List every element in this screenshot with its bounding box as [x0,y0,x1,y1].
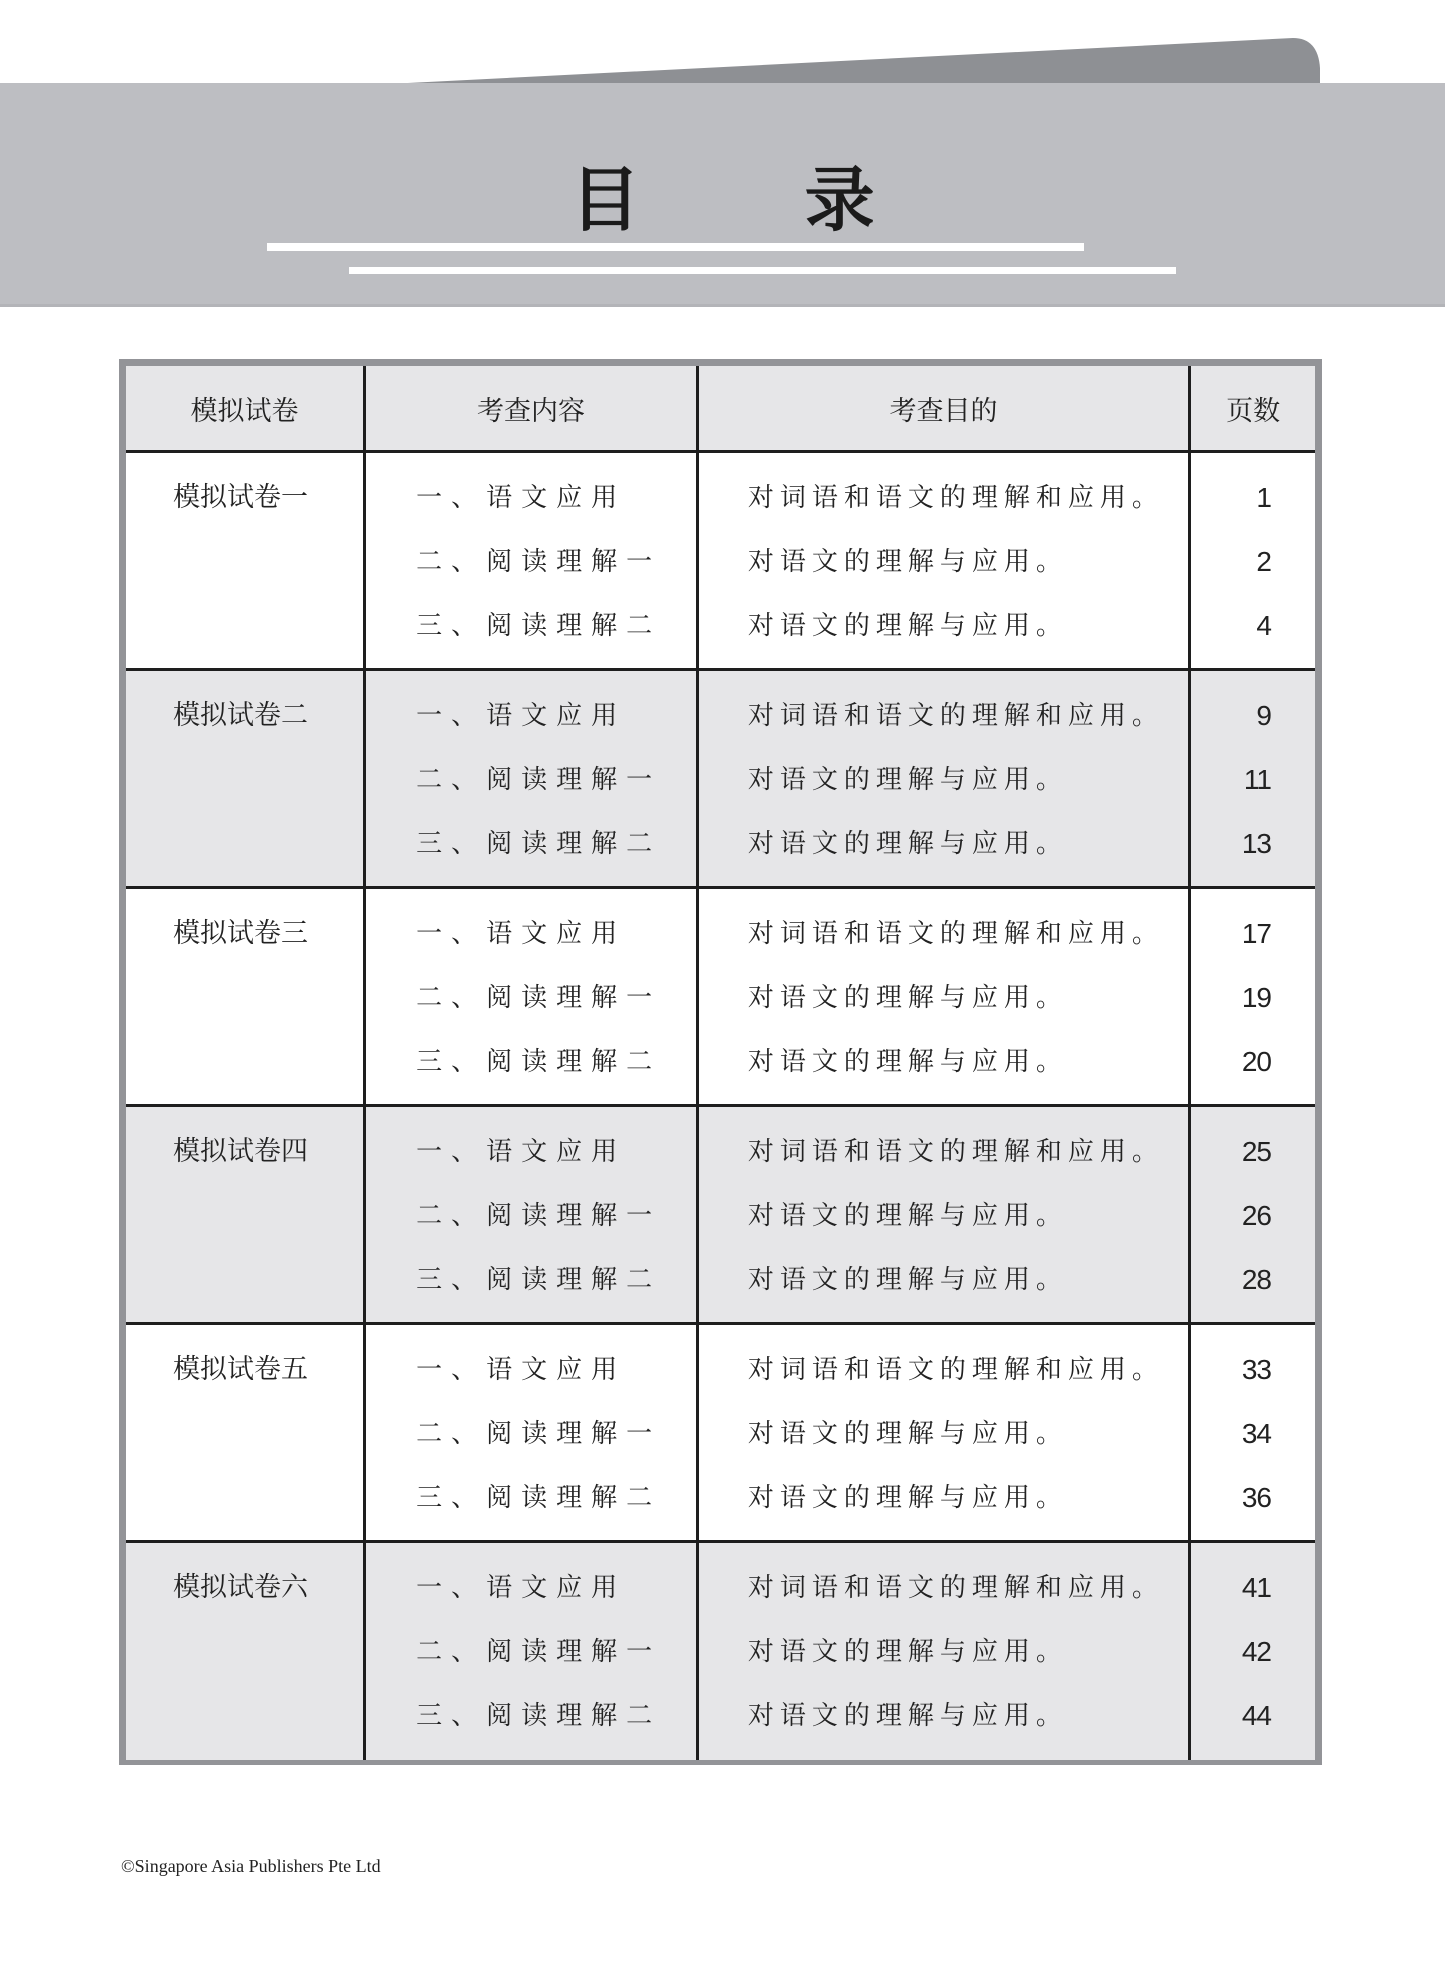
content-item: 一、语文应用 [416,701,627,731]
copyright-footer: ©Singapore Asia Publishers Pte Ltd [121,1856,381,1876]
page-number[interactable]: 1 [1256,482,1271,513]
table-row [126,1324,1315,1542]
page-number[interactable]: 42 [1241,1636,1271,1667]
goal-item: 对语文的理解与应用。 [747,1047,1068,1077]
content-item: 三、阅读理解二 [416,611,662,641]
column-header-goal: 考查目的 [697,366,1189,452]
content-cell [365,1542,698,1760]
content-item: 二、阅读理解一 [416,1637,662,1667]
page-number[interactable]: 9 [1256,700,1271,731]
page-number[interactable]: 41 [1241,1572,1271,1603]
goal-item: 对词语和语文的理解和应用。 [747,1573,1164,1603]
content-item: 二、阅读理解一 [416,1201,662,1231]
page-number[interactable]: 17 [1241,918,1271,949]
column-header-paper: 模拟试卷 [126,366,365,452]
page-cell [1190,1324,1315,1542]
toc-table-frame [119,359,1322,1765]
header-tab-shape [388,38,1320,84]
page-number[interactable]: 20 [1241,1046,1271,1077]
paper-cell [126,1542,365,1760]
content-item: 一、语文应用 [416,1137,627,1167]
goal-item: 对词语和语文的理解和应用。 [747,701,1164,731]
page-cell [1190,452,1315,670]
page-number[interactable]: 44 [1241,1700,1271,1731]
page-number[interactable]: 4 [1256,610,1271,641]
title-underline-bottom [349,267,1176,274]
table-row [126,670,1315,888]
content-item: 三、阅读理解二 [416,1047,662,1077]
page-number[interactable]: 36 [1241,1482,1271,1513]
page-cell [1190,888,1315,1106]
goal-item: 对词语和语文的理解和应用。 [747,483,1164,513]
page-number[interactable]: 34 [1241,1418,1271,1449]
goal-item: 对语文的理解与应用。 [747,1419,1068,1449]
table-row [126,1106,1315,1324]
goal-item: 对语文的理解与应用。 [747,829,1068,859]
goal-item: 对语文的理解与应用。 [747,1265,1068,1295]
goal-item: 对语文的理解与应用。 [747,1201,1068,1231]
goal-item: 对语文的理解与应用。 [747,1701,1068,1731]
content-item: 一、语文应用 [416,483,627,513]
page-cell [1190,1542,1315,1760]
paper-name: 模拟试卷一 [173,482,308,513]
paper-name: 模拟试卷三 [173,918,308,949]
content-item: 三、阅读理解二 [416,829,662,859]
goal-cell [697,1542,1189,1760]
goal-cell [697,1324,1189,1542]
paper-cell [126,670,365,888]
page-number[interactable]: 2 [1256,546,1271,577]
table-row [126,452,1315,670]
content-item: 二、阅读理解一 [416,765,662,795]
goal-item: 对词语和语文的理解和应用。 [747,919,1164,949]
table-header-row [126,366,1315,452]
paper-cell [126,1324,365,1542]
goal-item: 对语文的理解与应用。 [747,983,1068,1013]
content-item: 三、阅读理解二 [416,1265,662,1295]
content-cell [365,670,698,888]
content-item: 一、语文应用 [416,1573,627,1603]
content-cell [365,1106,698,1324]
paper-name: 模拟试卷六 [173,1572,308,1603]
content-item: 一、语文应用 [416,919,627,949]
page-number[interactable]: 11 [1243,764,1271,795]
goal-item: 对语文的理解与应用。 [747,765,1068,795]
title-underline-top [267,243,1084,251]
content-cell [365,1324,698,1542]
column-header-page: 页数 [1190,366,1315,452]
page-number[interactable]: 26 [1241,1200,1271,1231]
content-cell [365,888,698,1106]
content-item: 二、阅读理解一 [416,1419,662,1449]
goal-cell [697,888,1189,1106]
goal-item: 对语文的理解与应用。 [747,1483,1068,1513]
page-number[interactable]: 28 [1241,1264,1271,1295]
paper-name: 模拟试卷五 [173,1354,308,1385]
goal-item: 对语文的理解与应用。 [747,611,1068,641]
page-number[interactable]: 13 [1241,828,1271,859]
column-header-content: 考查内容 [365,366,698,452]
table-row [126,888,1315,1106]
page-cell [1190,670,1315,888]
goal-item: 对语文的理解与应用。 [747,1637,1068,1667]
paper-name: 模拟试卷四 [173,1136,308,1167]
content-cell [365,452,698,670]
page-number[interactable]: 25 [1241,1136,1271,1167]
paper-cell [126,452,365,670]
content-item: 一、语文应用 [416,1355,627,1385]
content-item: 二、阅读理解一 [416,547,662,577]
content-item: 三、阅读理解二 [416,1483,662,1513]
paper-cell [126,888,365,1106]
content-item: 二、阅读理解一 [416,983,662,1013]
table-row [126,1542,1315,1760]
page-cell [1190,1106,1315,1324]
goal-cell [697,670,1189,888]
content-item: 三、阅读理解二 [416,1701,662,1731]
goal-item: 对语文的理解与应用。 [747,547,1068,577]
goal-item: 对词语和语文的理解和应用。 [747,1137,1164,1167]
toc-table [126,366,1315,1760]
goal-cell [697,452,1189,670]
goal-item: 对词语和语文的理解和应用。 [747,1355,1164,1385]
page-number[interactable]: 33 [1241,1354,1271,1385]
paper-name: 模拟试卷二 [173,700,308,731]
goal-cell [697,1106,1189,1324]
page-title: 目 录 [570,159,945,241]
page-number[interactable]: 19 [1241,982,1271,1013]
paper-cell [126,1106,365,1324]
